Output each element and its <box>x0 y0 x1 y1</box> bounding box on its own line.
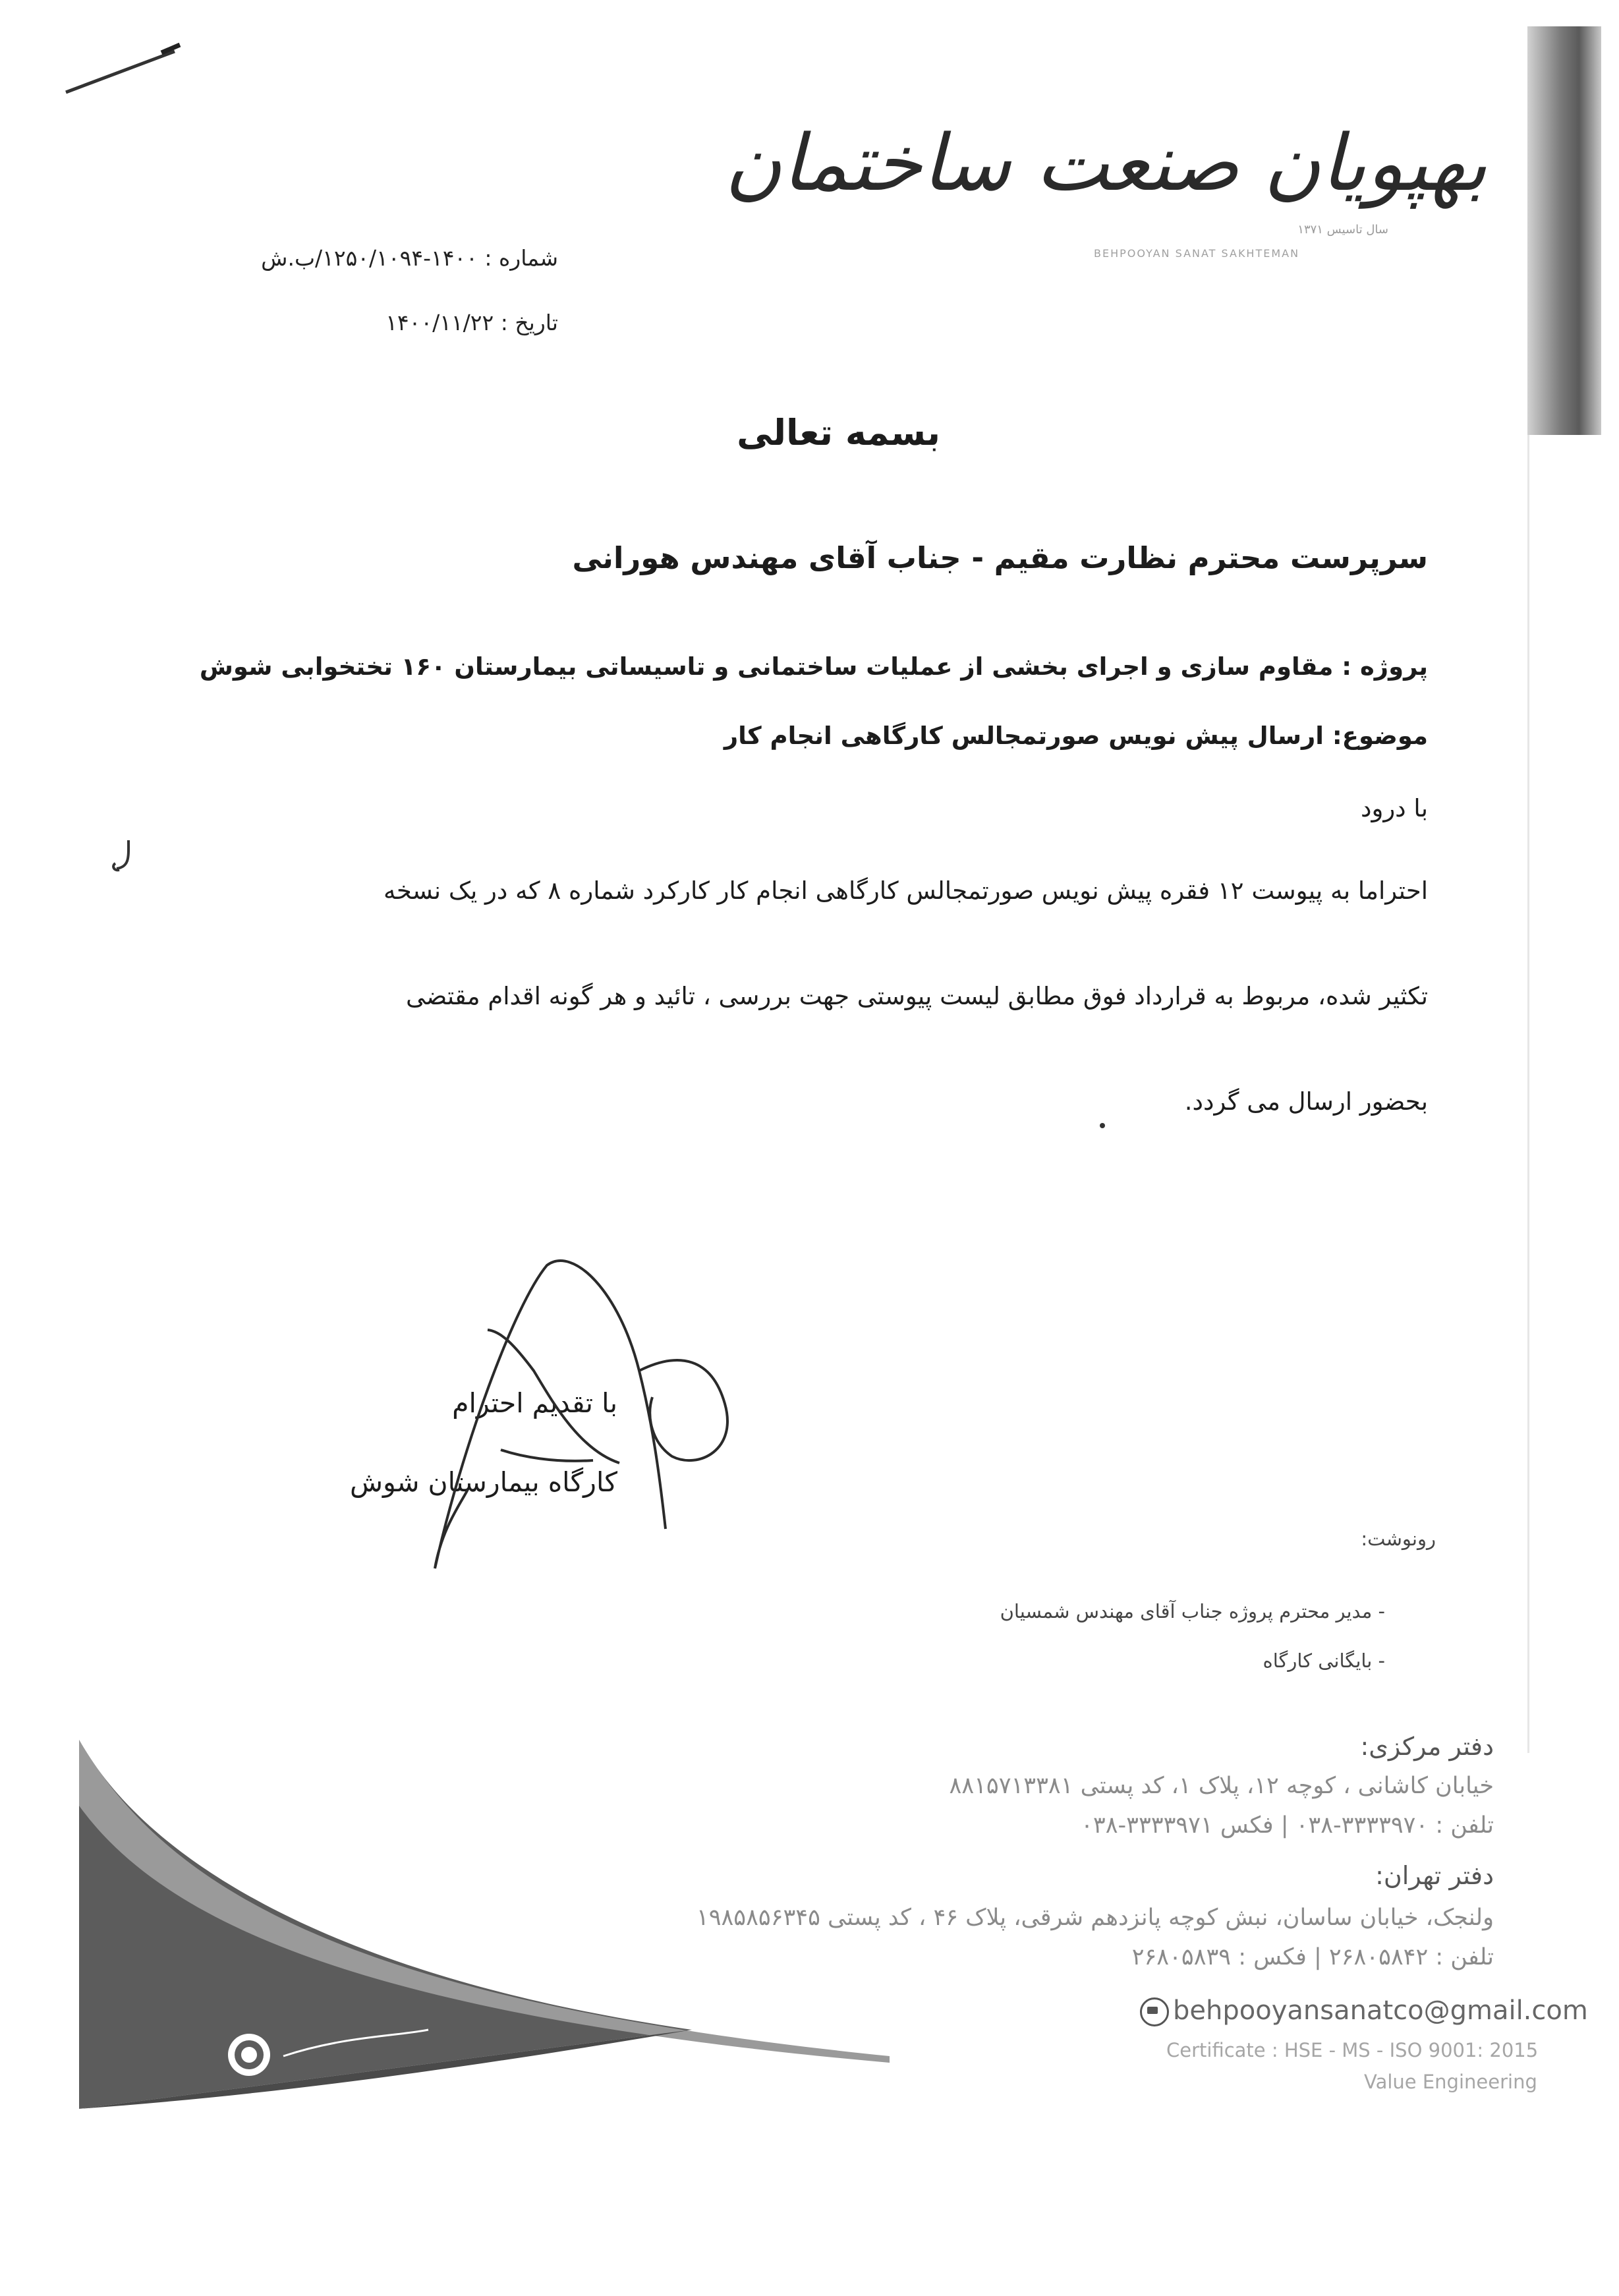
company-email <box>1140 1995 1588 2026</box>
central-office-title: دفتر مرکزی: <box>1360 1732 1494 1761</box>
handwritten-mark <box>109 837 142 876</box>
handwritten-signature <box>422 1252 791 1582</box>
certificate-line: Certificate : HSE - MS - ISO 9001: 2015 <box>1166 2039 1539 2061</box>
scan-edge-line <box>1527 435 1529 1753</box>
email-address: behpooyansanatco@gmail.com <box>1173 1995 1588 2026</box>
decorative-wave <box>0 1727 923 2109</box>
tehran-office-address: ولنجک، خیابان ساسان، نبش کوچه پانزدهم شرقی، پلاک ۴۶ ، کد پستی ۱۹۸۵۸۵۶۳۴۵ <box>696 1905 1494 1931</box>
central-office-address: خیابان کاشانی ، کوچه ۱۲، پلاک ۱، کد پستی ۸۸۱۵۷۱۳۳۸۱ <box>949 1773 1494 1799</box>
body-paragraph-line: تکثیر شده، مربوط به قرارداد فوق مطابق لیست پیوستی جهت بررسی ، تائید و هر گونه اقدام مقتضی <box>405 982 1428 1010</box>
greeting: با درود <box>1360 794 1428 822</box>
email-icon <box>1140 1997 1169 2026</box>
subject-line: موضوع: ارسال پیش نویس صورتمجالس کارگاهی انجام کار <box>724 722 1428 750</box>
bismillah-heading: بسمه تعالی <box>737 412 940 453</box>
scan-edge-shadow <box>1527 26 1601 435</box>
letter-date: تاریخ : ۱۴۰۰/۱۱/۲۲ <box>385 310 558 335</box>
central-office-phone: تلفن : ۳۳۳۳۹۷۰-۰۳۸ | فکس ۳۳۳۳۹۷۱-۰۳۸ <box>1081 1812 1494 1839</box>
cc-title: رونوشت: <box>1361 1528 1436 1550</box>
cc-item: - بایگانی کارگاه <box>1263 1650 1385 1672</box>
body-paragraph-line: بحضور ارسال می گردد. <box>1184 1087 1428 1116</box>
closing-site-name: کارگاه بیمارستان شوش <box>349 1466 617 1498</box>
pen-stroke-mark <box>63 40 181 99</box>
addressee: سرپرست محترم نظارت مقیم - جناب آقای مهندس هورانی <box>572 540 1428 575</box>
project-line: پروژه : مقاوم سازی و اجرای بخشی از عملیات ساختمانی و تاسیساتی بیمارستان ۱۶۰ تختخوابی شوش <box>199 652 1428 681</box>
tehran-office-phone: تلفن : ۲۶۸۰۵۸۴۲ | فکس : ۲۶۸۰۵۸۳۹ <box>1131 1944 1494 1970</box>
cc-item: - مدیر محترم پروژه جناب آقای مهندس شمسیان <box>1000 1600 1385 1622</box>
tehran-office-title: دفتر تهران: <box>1375 1861 1494 1890</box>
logo-subtitle-english: BEHPOOYAN SANAT SAKHTEMAN <box>1094 247 1300 260</box>
closing-regards: با تقدیم احترام <box>452 1387 617 1419</box>
ink-speck <box>1097 1120 1108 1131</box>
company-logo: بهپویان صنعت ساختمان <box>724 117 1487 208</box>
logo-subtitle: سال تاسیس ۱۳۷۱ <box>1297 223 1388 237</box>
value-engineering-line: Value Engineering <box>1364 2071 1537 2093</box>
letter-number: شماره : ۱۴۰۰-۱۲۵۰/۱۰۹۴/ب.ش <box>261 245 558 271</box>
body-paragraph-line: احتراما به پیوست ۱۲ فقره پیش نویس صورتمجالس کارگاهی انجام کار کارکرد شماره ۸ که در یک نسخه <box>383 876 1428 905</box>
